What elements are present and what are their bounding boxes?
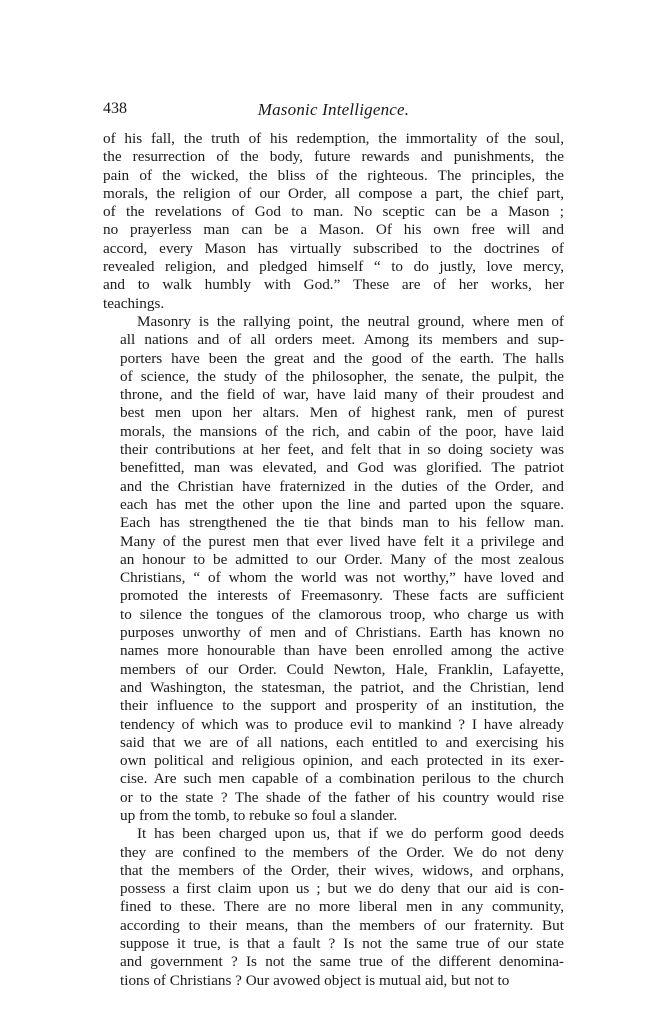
text-line: morals, the religion of our Order, all compose a part, the chief part, [103,184,564,202]
text-line: according to their means, than the members of our fraternity. But [120,916,564,934]
book-page [103,100,564,990]
text-line: no prayerless man can be a Mason. Of his own free will and [103,221,564,239]
text-line: and to walk humbly with God.” These are of her works, her [103,276,564,294]
running-title: Masonic Intelligence. [257,100,410,119]
paragraph [103,825,564,990]
text-line: suppose it true, is that a fault ? Is not the same true of our state [120,935,564,953]
text-line: their influence to the support and prosperity of an institution, the [120,697,564,715]
text-line: each has met the other upon the line and parted upon the square. [120,495,564,513]
text-line: cise. Are such men capable of a combination perilous to the church [120,770,564,788]
text-line: or to the state ? The shade of the father of his country would rise [120,788,564,806]
text-line: their contributions at her feet, and felt that in so doing society was [120,441,564,459]
text-line: accord, every Mason has virtually subscribed to the doctrines of [103,239,564,257]
text-line: an honour to be admitted to our Order. Many of the most zealous [120,550,564,568]
text-line: revealed religion, and pledged himself “ to do justly, love mercy, [103,258,564,276]
text-line: of the revelations of God to man. No sceptic can be a Mason ; [103,203,564,221]
text-line: purposes unworthy of men and of Christians. Earth has known no [120,624,564,642]
text-line: they are confined to the members of the Order. We do not deny [120,843,564,861]
text-line: tendency of which was to produce evil to mankind ? I have already [120,715,564,733]
text-line: Each has strengthened the tie that binds man to his fellow man. [120,514,564,532]
text-line: said that we are of all nations, each entitled to and exercising his [120,733,564,751]
text-line: own political and religious opinion, and each protected in its exer- [120,752,564,770]
text-line: throne, and the field of war, have laid many of their proudest and [120,386,564,404]
text-line: best men upon her altars. Men of highest rank, men of purest [120,404,564,422]
text-line: Masonry is the rallying point, the neutral ground, where men of [137,312,564,330]
text-line: all nations and of all orders meet. Among its members and sup- [120,331,564,349]
page-header [103,100,564,130]
text-line: to silence the tongues of the clamorous troop, who charge us with [120,605,564,623]
text-line: of his fall, the truth of his redemption, the immortality of the soul, [103,130,564,147]
text-line: Many of the purest men that ever lived have felt it a privilege and [120,532,564,550]
text-line: promoted the interests of Freemasonry. These facts are sufficient [120,587,564,605]
text-line: members of our Order. Could Newton, Hale, Franklin, Lafayette, [120,660,564,678]
text-line: the resurrection of the body, future rewards and punishments, the [103,148,564,166]
text-line: and government ? Is not the same true of the different denomina- [120,953,564,971]
text-line: benefitted, man was elevated, and God was glorified. The patriot [120,459,564,477]
text-line: tions of Christians ? Our avowed object is mutual aid, but not to [120,971,510,989]
text-line: up from the tomb, to rebuke so foul a slander. [120,806,398,824]
text-line: pain of the wicked, the bliss of the righteous. The principles, the [103,166,564,184]
text-line: and Washington, the statesman, the patriot, and the Christian, lend [120,678,564,696]
text-line: porters have been the great and the good of the earth. The halls [120,349,564,367]
text-line: possess a first claim upon us ; but we do deny that our aid is con- [120,880,564,898]
text-line: teachings. [103,294,165,312]
text-line: of science, the study of the philosopher, the senate, the pulpit, the [120,367,564,385]
paragraph [103,313,564,825]
text-line: that the members of the Order, their wives, widows, and orphans, [120,861,564,879]
body-text [103,130,564,990]
text-line: Christians, “ of whom the world was not worthy,” have loved and [120,569,564,587]
text-line: It has been charged upon us, that if we do perform good deeds [137,825,564,843]
page-number: 438 [103,100,127,117]
text-line: fined to these. There are no more liberal men in any community, [120,898,564,916]
text-line: and the Christian have fraternized in the duties of the Order, and [120,477,564,495]
paragraph [103,130,564,313]
text-line: morals, the mansions of the rich, and cabin of the poor, have laid [120,422,564,440]
text-line: names more honourable than have been enrolled among the active [120,642,564,660]
